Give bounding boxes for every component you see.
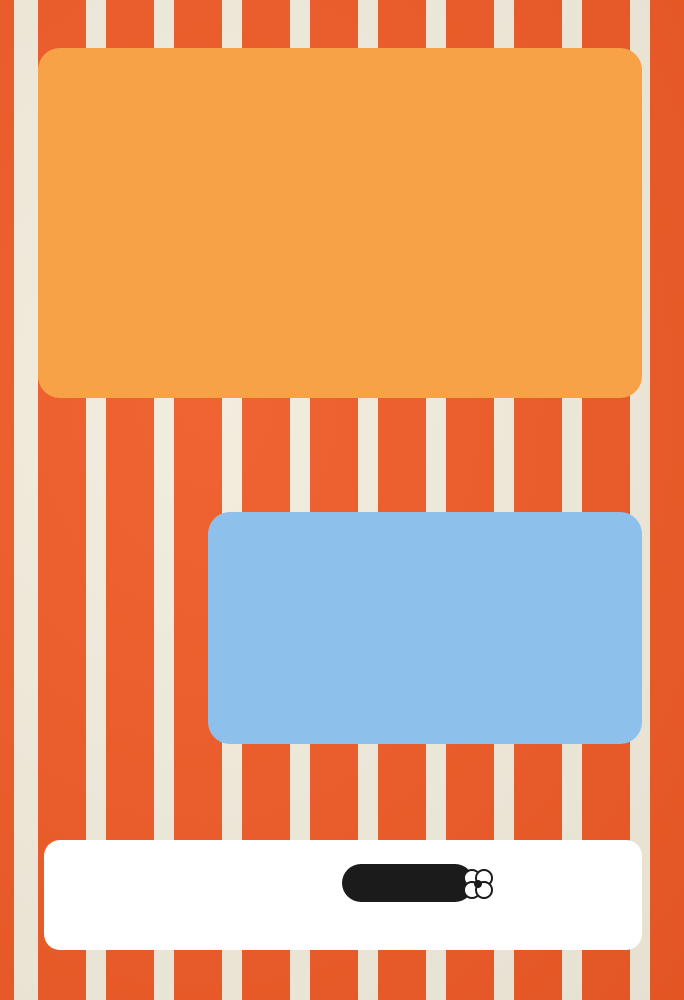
- barcode: [58, 854, 232, 940]
- author-info-panel: [208, 512, 642, 744]
- barcode-icon: [58, 854, 232, 928]
- komilfo-pill: [342, 864, 474, 902]
- footer-strip: [44, 840, 642, 950]
- komilfo-logo: [342, 864, 498, 904]
- clover-icon: [460, 866, 496, 902]
- synopsis-panel: [38, 48, 642, 398]
